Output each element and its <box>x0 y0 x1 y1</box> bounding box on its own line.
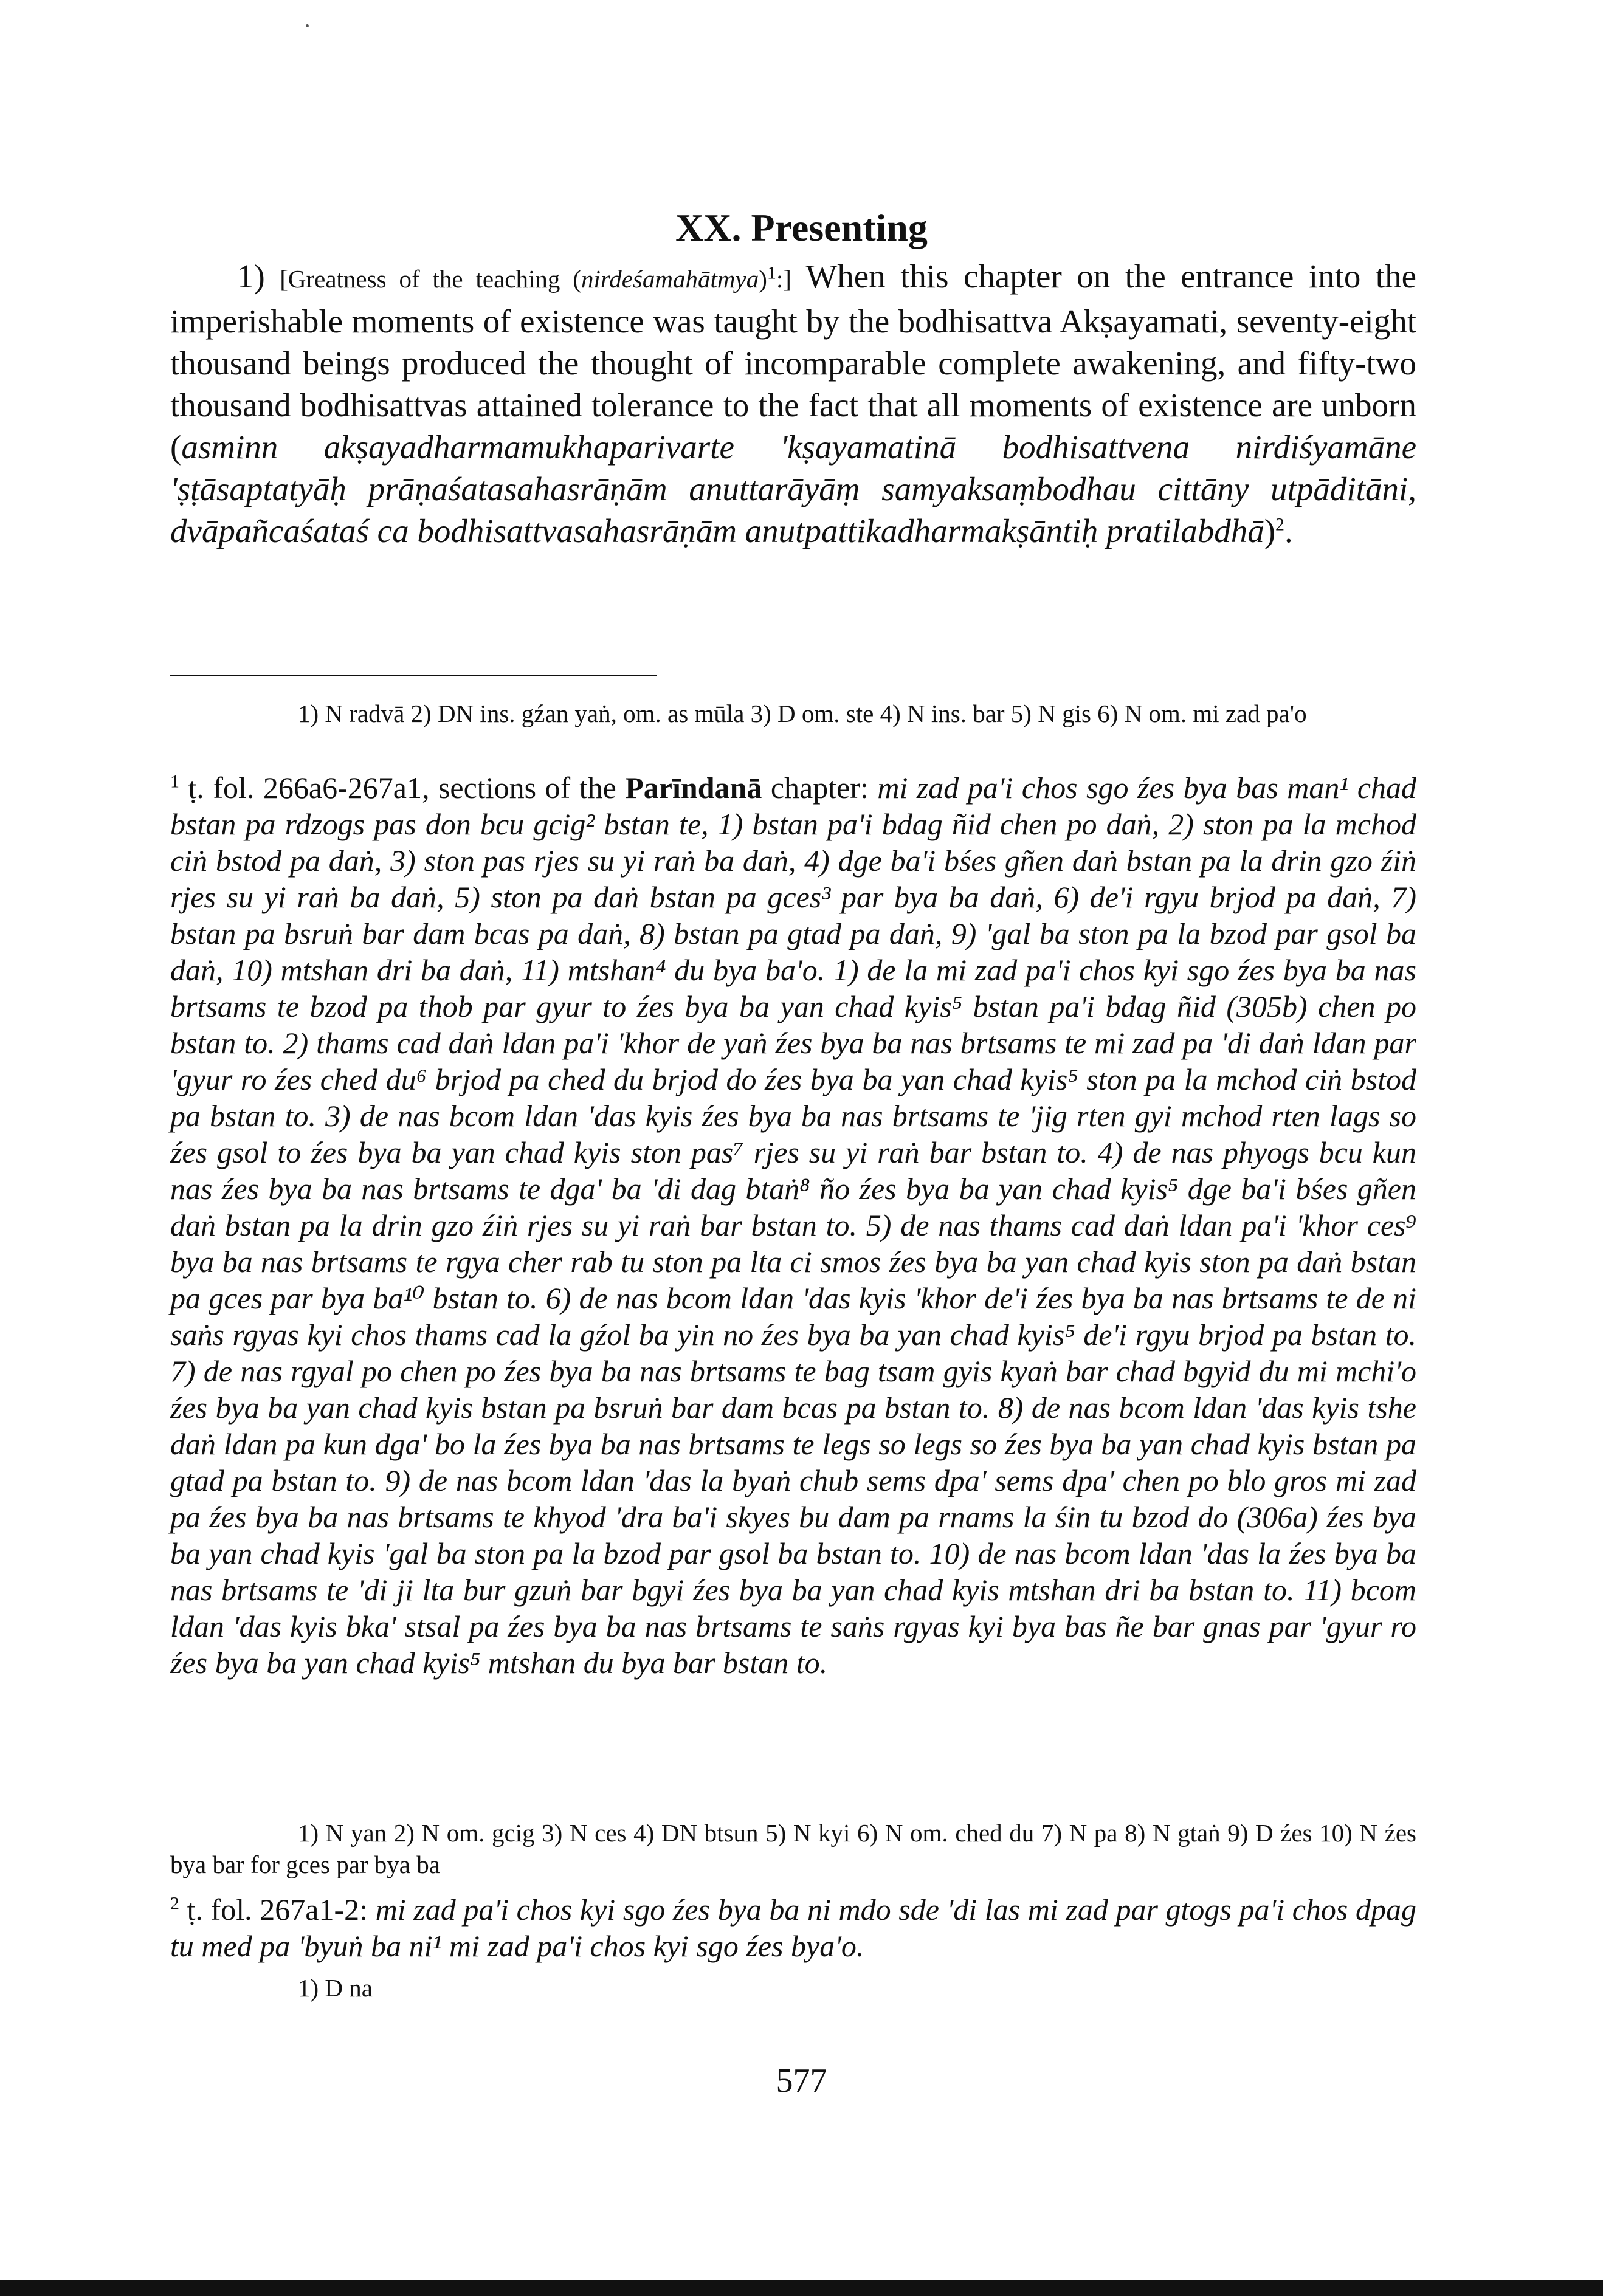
page-number: 577 <box>776 2062 827 2100</box>
apparatus-2: 1) N yan 2) N om. gcig 3) N ces 4) DN btsun 5) N kyi 6) N om. ched du 7) N pa 8) N gtaṅ 9) D źes 10) N źes bya bar for gces par bya ba <box>170 1819 1416 1878</box>
footnote-1: $^1$ ṭ. fol. 266a6-267a1, sections of the Parīndanā chapter: mi zad pa'i chos sgo źes bya bas man¹ chad bstan pa rdzogs pas don bcu gcig² bstan te, 1) bstan pa'i bdag ñid chen po daṅ, 2) ston pa la mchod ciṅ bstod pa daṅ, 3) ston pas rjes su yi raṅ ba daṅ, 4) dge ba'i bśes gñen daṅ bstan pa la drin gzo źiṅ rjes su yi raṅ ba daṅ, 5) ston pa daṅ bstan pa gces³ par bya ba daṅ, 6) de'i rgyu brjod pa daṅ, 7) bstan pa bsruṅ bar dam bcas pa daṅ, 8) bstan pa gtad pa daṅ, 9) 'gal ba ston pa la bzod par gsol ba daṅ, 10) mtshan dri ba daṅ, 11) mtshan⁴ du bya ba'o. 1) de la mi zad pa'i chos kyi sgo źes bya ba nas brtsams te bzod pa thob par gyur to źes bya ba yan chad kyis⁵ bstan pa'i bdag ñid (305b) chen po bstan to. 2) thams cad daṅ ldan pa'i 'khor de yaṅ źes bya ba nas brtsams te mi zad pa 'di daṅ ldan par 'gyur ro źes ched du⁶ brjod pa ched du brjod do źes bya ba yan chad kyis⁵ ston pa la mchod ciṅ bstod pa bstan to. 3) de nas bcom ldan 'das kyis źes bya ba nas brtsams te 'jig rten gyi mchod rten lags so źes gsol to źes bya ba yan chad kyis ston pas⁷ rjes su yi raṅ bar bstan to. 4) de nas phyogs bcu kun nas źes bya ba nas brtsams te dga' ba 'di dag btaṅ⁸ ño źes bya ba yan chad kyis⁵ dge ba'i bśes gñen daṅ bstan pa la drin gzo źiṅ rjes su yi raṅ bar bstan to. 5) de nas thams cad daṅ ldan pa'i 'khor ces⁹ bya ba nas brtsams te rgya cher rab tu ston pa lta ci smos źes bya ba yan chad kyis ston pa daṅ bstan pa gces par bya ba¹⁰ bstan to. 6) de nas bcom ldan 'das kyis 'khor de'i źes bya ba nas brtsams te de ni saṅs rgyas kyi chos thams cad la gźol ba yin no źes bya ba yan chad kyis⁵ de'i rgyu brjod pa bstan to. 7) de nas rgyal po chen po źes bya ba nas brtsams te bag tsam gyis kyaṅ bar chad bgyid du mi mchi'o źes bya ba yan chad kyis bstan pa bsruṅ bar dam bcas pa bstan to. 8) de nas bcom ldan 'das kyis tshe daṅ ldan pa kun dga' bo la źes bya ba nas brtsams te legs so legs so źes bya ba yan chad kyis bstan pa gtad pa bstan to. 9) de nas bcom ldan 'das la byaṅ chub sems dpa' sems dpa' chen po blo gros mi zad pa źes bya ba nas brtsams te khyod 'dra ba'i skyes bu dam pa rnams la śin tu bzod do (306a) źes bya ba yan chad kyis 'gal ba ston pa la bzod par gsol ba bstan to. 10) de nas bcom ldan 'das la źes bya ba nas brtsams te 'di ji lta bur gzuṅ bar bgyi źes bya ba yan chad kyis mtshan dri ba bstan to. 11) bcom ldan 'das kyis bka' stsal pa źes bya ba nas brtsams te saṅs rgyas kyi bya bas ñe bar gnas par 'gyur ro źes bya ba yan chad kyis⁵ mtshan du bya bar bstan to. <box>170 771 1417 1680</box>
apparatus-1: 1) N radvā 2) DN ins. gźan yaṅ, om. as mūla 3) D om. ste 4) N ins. bar 5) N gis 6) N om. mi zad pa'o <box>298 699 1307 727</box>
section-number: 1) <box>237 258 265 295</box>
footnote-2: $^2$ ṭ. fol. 267a1-2: mi zad pa'i chos kyi sgo źes bya ba ni mdo sde 'di las mi zad par gtogs pa'i chos dpag tu med pa 'byuṅ ba ni¹ mi zad pa'i chos kyi sgo źes bya'o. <box>170 1892 1416 1963</box>
scan-edge <box>0 2280 1603 2296</box>
sanskrit-text: asminn akṣayadharmamukhaparivarte 'kṣayamatinā bodhisattvena nirdiśyamāne 'ṣṭāsaptatyāḥ prāṇaśatasahasrāṇām anuttarāyāṃ samyaksaṃbodhau cittāny utpāditāni, dvāpañcaśataś ca bodhisattvasahasrāṇām anutpattikadharmakṣāntiḥ pratilabdhā <box>170 428 1416 549</box>
tibetan-commentary: mi zad pa'i chos kyi sgo źes bya ba ni mdo sde 'di las mi zad par gtogs pa'i chos dpag tu med pa 'byuṅ ba ni¹ mi zad pa'i chos kyi sgo źes bya'o. <box>170 1892 1416 1963</box>
footnote-mark: 2 <box>170 1893 179 1914</box>
footnote-mark: 1 <box>170 771 179 792</box>
footnote-ref: 2 <box>1275 514 1285 535</box>
main-paragraph: 1) [Greatness of the teaching (nirdeśamahātmya)$^1$:] When this chapter on the entrance into the imperishable moments of existence was taught by the bodhisattva Akṣayamati, seventy-eight thousand beings produced the thought of incomparable complete awakening, and fifty-two thousand bodhisattvas attained tolerance to the fact that all moments of existence are unborn (asminn akṣayadharmamukhaparivarte 'kṣayamatinā bodhisattvena nirdiśyamāne 'ṣṭāsaptatyāḥ prāṇaśatasahasrāṇām anuttarāyāṃ samyaksaṃbodhau cittāny utpāditāni, dvāpañcaśataś ca bodhisattvasahasrāṇām anutpattikadharmakṣāntiḥ pratilabdhā)$^2$. <box>170 258 1416 549</box>
chapter-title: XX. Presenting <box>675 206 928 249</box>
tibetan-commentary: mi zad pa'i chos sgo źes bya bas man¹ chad bstan pa rdzogs pas don bcu gcig² bstan te, 1) bstan pa'i bdag ñid chen po daṅ, 2) ston pa la mchod ciṅ bstod pa daṅ, 3) ston pas rjes su yi raṅ ba daṅ, 4) dge ba'i bśes gñen daṅ bstan pa la drin gzo źiṅ rjes su yi raṅ ba daṅ, 5) ston pa daṅ bstan pa gces³ par bya ba daṅ, 6) de'i rgyu brjod pa daṅ, 7) bstan pa bsruṅ bar dam bcas pa daṅ, 8) bstan pa gtad pa daṅ, 9) 'gal ba ston pa la bzod par gsol ba daṅ, 10) mtshan dri ba daṅ, 11) mtshan⁴ du bya ba'o. 1) de la mi zad pa'i chos kyi sgo źes bya ba nas brtsams te bzod pa thob par gyur to źes bya ba yan chad kyis⁵ bstan pa'i bdag ñid (305b) chen po bstan to. 2) thams cad daṅ ldan pa'i 'khor de yaṅ źes bya ba nas brtsams te mi zad pa 'di daṅ ldan par 'gyur ro źes ched du⁶ brjod pa ched du brjod do źes bya ba yan chad kyis⁵ ston pa la mchod ciṅ bstod pa bstan to. 3) de nas bcom ldan 'das kyis źes bya ba nas brtsams te 'jig rten gyi mchod rten lags so źes gsol to źes bya ba yan chad kyis ston pas⁷ rjes su yi raṅ bar bstan to. 4) de nas phyogs bcu kun nas źes bya ba nas brtsams te dga' ba 'di dag btaṅ⁸ ño źes bya ba yan chad kyis⁵ dge ba'i bśes gñen daṅ bstan pa la drin gzo źiṅ rjes su yi raṅ bar bstan to. 5) de nas thams cad daṅ ldan pa'i 'khor ces⁹ bya ba nas brtsams te rgya cher rab tu ston pa lta ci smos źes bya ba yan chad kyis ston pa daṅ bstan pa gces par bya ba¹⁰ bstan to. 6) de nas bcom ldan 'das kyis 'khor de'i źes bya ba nas brtsams te de ni saṅs rgyas kyi chos thams cad la gźol ba yin no źes bya ba yan chad kyis⁵ de'i rgyu brjod pa bstan to. 7) de nas rgyal po chen po źes bya ba nas brtsams te bag tsam gyis kyaṅ bar chad bgyid du mi mchi'o źes bya ba yan chad kyis bstan pa bsruṅ bar dam bcas pa bstan to. 8) de nas bcom ldan 'das kyis tshe daṅ ldan pa kun dga' bo la źes bya ba nas brtsams te legs so legs so źes bya ba yan chad kyis bstan pa gtad pa bstan to. 9) de nas bcom ldan 'das la byaṅ chub sems dpa' sems dpa' chen po blo gros mi zad pa źes bya ba nas brtsams te khyod 'dra ba'i skyes bu dam pa rnams la śin tu bzod do (306a) źes bya ba yan chad kyis 'gal ba ston pa la bzod par gsol ba bstan to. 10) de nas bcom ldan 'das la źes bya ba nas brtsams te 'di ji lta bur gzuṅ bar bgyi źes bya ba yan chad kyis mtshan dri ba bstan to. 11) bcom ldan 'das kyis bka' stsal pa źes bya ba nas brtsams te saṅs rgyas kyi bya bas ñe bar gnas par 'gyur ro źes bya ba yan chad kyis⁵ mtshan du bya bar bstan to. <box>170 771 1417 1680</box>
apparatus-3: 1) D na <box>298 1974 373 2002</box>
translation-text: When this chapter on the entrance into the imperishable moments of existence was taught by the bodhisattva Akṣayamati, seventy-eight thousand beings produced the thought of incomparable complete awakening, and fifty-two thousand bodhisattvas attained tolerance to the fact that all moments of existence are unborn ( <box>170 258 1416 466</box>
section-heading: [Greatness of the teaching (nirdeśamahātmya)$^1$:] <box>280 263 791 293</box>
speck <box>306 24 309 27</box>
chapter-name: Parīndanā <box>625 771 762 805</box>
footnote-rule <box>170 675 657 676</box>
